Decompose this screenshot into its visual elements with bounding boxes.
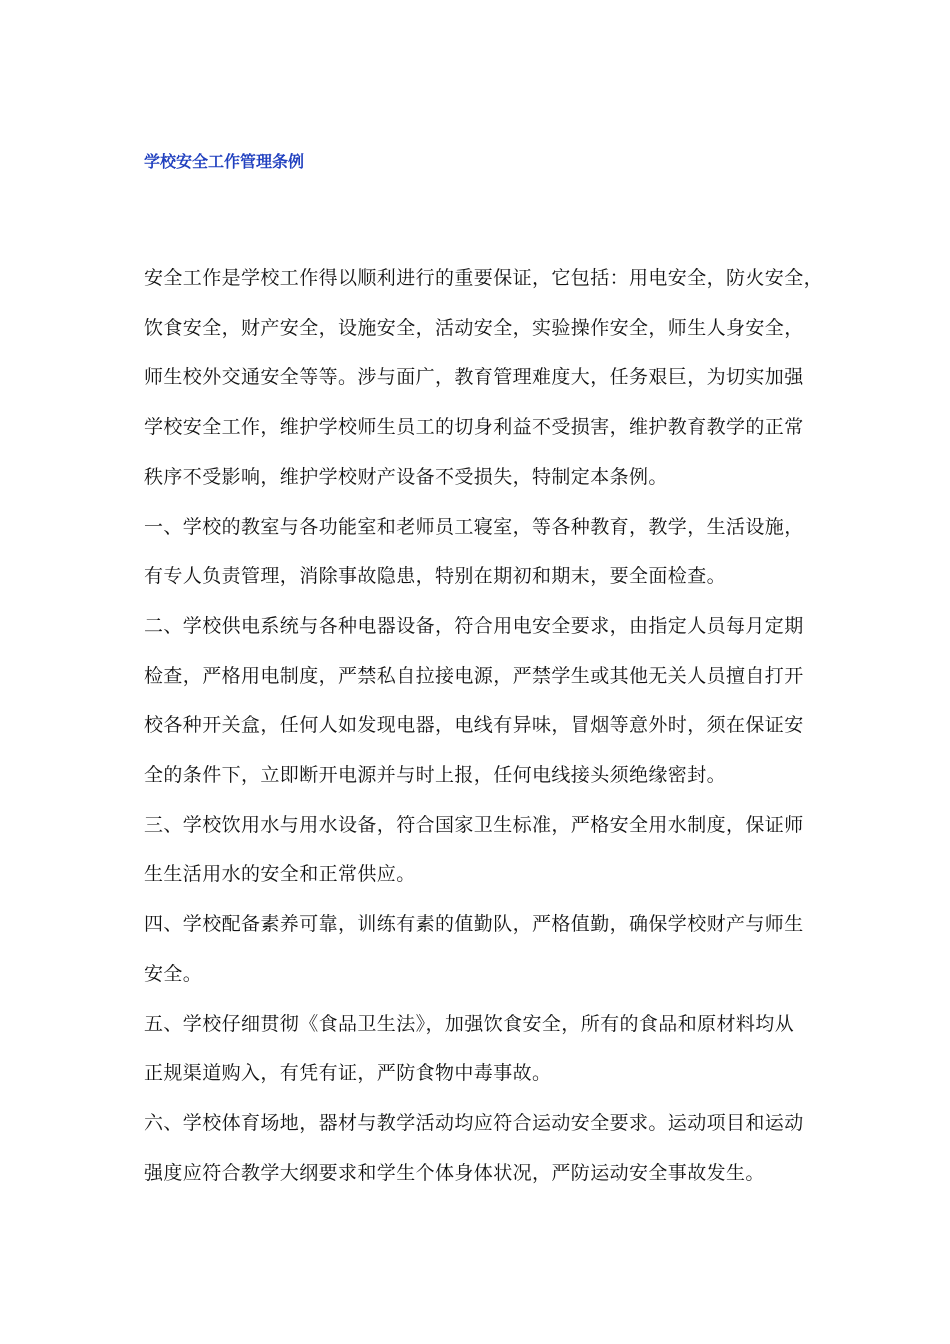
text-line: 校各种开关盒，任何人如发现电器，电线有异味，冒烟等意外时，须在保证安 [144,714,804,737]
text-line: 生生活用水的安全和正常供应。 [144,863,416,886]
text-line: 一、学校的教室与各功能室和老师员工寝室，等各种教育，教学，生活设施， [144,515,804,538]
text-line: 学校安全工作，维护学校师生员工的切身利益不受损害，维护教育教学的正常 [144,416,804,439]
text-line: 安全工作是学校工作得以顺利进行的重要保证，它包括：用电安全，防火安全， [144,267,824,289]
text-line: 饮食安全，财产安全，设施安全，活动安全，实验操作安全，师生人身安全， [144,316,804,339]
text-line: 五、学校仔细贯彻《食品卫生法》，加强饮食安全，所有的食品和原材料均从 [144,1012,795,1035]
document-body [144,254,824,1198]
text-line: 二、学校供电系统与各种电器设备，符合用电安全要求，由指定人员每月定期 [144,614,804,637]
text-line: 师生校外交通安全等等。涉与面广，教育管理难度大，任务艰巨，为切实加强 [144,366,804,389]
text-line: 强度应符合教学大纲要求和学生个体身体状况，严防运动安全事故发生。 [144,1161,765,1184]
text-line: 正规渠道购入，有凭有证，严防食物中毒事故。 [144,1062,552,1085]
text-line: 四、学校配备素养可靠，训练有素的值勤队，严格值勤，确保学校财产与师生 [144,913,804,936]
text-line: 六、学校体育场地，器材与教学活动均应符合运动安全要求。运动项目和运动 [144,1111,804,1134]
text-line: 安全。 [144,962,203,985]
document-title: 学校安全工作管理条例 [144,152,305,171]
text-line: 秩序不受影响，维护学校财产设备不受损失，特制定本条例。 [144,465,668,488]
text-line: 检查，严格用电制度，严禁私自拉接电源，严禁学生或其他无关人员擅自打开 [144,664,804,687]
text-line: 三、学校饮用水与用水设备，符合国家卫生标准，严格安全用水制度，保证师 [144,813,804,836]
text-line: 全的条件下，立即断开电源并与时上报，任何电线接头须绝缘密封。 [144,764,727,787]
text-line: 有专人负责管理，消除事故隐患，特别在期初和期末，要全面检查。 [144,565,727,588]
